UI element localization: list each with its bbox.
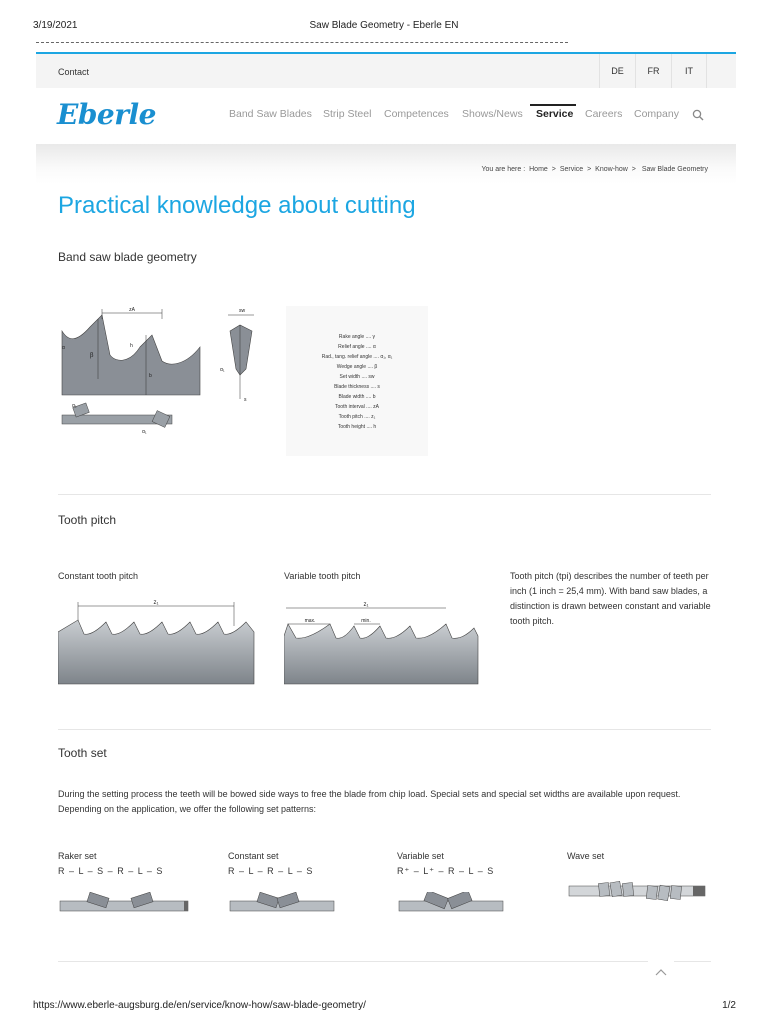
- legend-item: Relief angle .... α: [338, 344, 376, 350]
- breadcrumb-current: Saw Blade Geometry: [641, 166, 708, 173]
- blade-geometry-diagram: [58, 305, 208, 435]
- nav-item-strip-steel[interactable]: Strip Steel: [323, 108, 372, 120]
- label-alpha1: α₁: [220, 367, 225, 373]
- variable-set-diagram: [397, 892, 507, 918]
- label-alpha1: α₁: [142, 429, 147, 435]
- dashed-divider: [36, 42, 568, 44]
- legend-item: Rake angle .... γ: [338, 334, 376, 340]
- breadcrumb-separator: >: [587, 166, 592, 173]
- geometry-legend: [286, 306, 428, 456]
- label-za: zA: [129, 307, 135, 313]
- page-title: Practical knowledge about cutting: [58, 192, 416, 219]
- main-navbar: [36, 88, 736, 144]
- legend-item: Set width .... sw: [339, 374, 375, 380]
- label-max: max.: [304, 618, 316, 624]
- raker-set-diagram: [58, 892, 192, 918]
- breadcrumb-separator: >: [631, 166, 636, 173]
- tooth-pitch-section-title: Tooth pitch: [58, 513, 117, 527]
- constant-set-pattern: R – L – R – L – S: [228, 866, 314, 876]
- header-shadow: [36, 144, 736, 184]
- constant-pitch-label: Constant tooth pitch: [58, 571, 139, 581]
- print-header: [0, 0, 768, 40]
- label-z1: z₁: [363, 602, 369, 608]
- geometry-section-title: Band saw blade geometry: [58, 250, 197, 264]
- variable-pitch-label: Variable tooth pitch: [284, 571, 361, 581]
- set-width-diagram: [218, 305, 264, 405]
- print-url: https://www.eberle-augsburg.de/en/service/know-how/saw-blade-geometry/: [33, 1000, 366, 1011]
- breadcrumb-separator: >: [551, 166, 556, 173]
- top-utility-bar: [36, 54, 736, 88]
- variable-set-pattern: R⁺ – L⁺ – R – L – S: [397, 866, 495, 876]
- label-sw: sw: [239, 308, 246, 314]
- eberle-logo[interactable]: Eberle: [57, 98, 156, 131]
- constant-set-label: Constant set: [228, 851, 279, 861]
- breadcrumb-know-how[interactable]: Know-how: [595, 166, 628, 173]
- print-date: 3/19/2021: [33, 20, 78, 31]
- label-beta: β: [90, 352, 94, 359]
- contact-link[interactable]: Contact: [58, 67, 90, 77]
- search-icon[interactable]: [692, 109, 704, 121]
- tooth-set-description: During the setting process the teeth will be bowed side ways to free the blade from chip load. Special sets and special set widths are available upon request. Depending on the application, we offer the following set patterns:: [58, 789, 681, 814]
- label-min: min.: [361, 618, 371, 624]
- print-footer: [0, 990, 768, 1024]
- wave-set-diagram: [567, 880, 709, 902]
- nav-item-careers[interactable]: Careers: [585, 108, 623, 120]
- legend-item: Tooth height .... h: [337, 424, 377, 430]
- print-title: Saw Blade Geometry - Eberle EN: [309, 20, 459, 31]
- nav-active-indicator: [530, 104, 576, 106]
- section-divider: [58, 961, 711, 962]
- breadcrumb: [479, 166, 710, 173]
- nav-item-service[interactable]: Service: [536, 108, 574, 120]
- legend-item: Wedge angle .... β: [336, 364, 378, 370]
- legend-item: Tooth pitch .... z₁: [338, 414, 376, 420]
- breadcrumb-prefix: You are here :: [481, 166, 526, 173]
- breadcrumb-home[interactable]: Home: [529, 166, 548, 173]
- language-fr-link[interactable]: FR: [635, 54, 671, 88]
- tooth-pitch-description: Tooth pitch (tpi) describes the number of teeth per inch (1 inch = 25,4 mm). With band saw blades, a distinction is drawn between constant and variable tooth pitch.: [510, 571, 711, 626]
- section-divider: [58, 494, 711, 495]
- nav-item-company[interactable]: Company: [634, 108, 679, 120]
- legend-item: Blade width .... b: [338, 394, 376, 400]
- section-divider: [58, 729, 711, 730]
- tooth-set-section-title: Tooth set: [58, 746, 107, 760]
- label-z1: z₁: [153, 600, 159, 606]
- raker-set-label: Raker set: [58, 851, 97, 861]
- label-h: h: [130, 343, 133, 349]
- legend-item: Tooth interval .... zA: [335, 404, 379, 410]
- nav-item-shows-news[interactable]: Shows/News: [462, 108, 523, 120]
- nav-item-band-saw-blades[interactable]: Band Saw Blades: [229, 108, 312, 120]
- legend-item: Blade thickness .... s: [334, 384, 380, 390]
- constant-set-diagram: [228, 892, 338, 918]
- breadcrumb-service[interactable]: Service: [559, 166, 584, 173]
- variable-pitch-diagram: [284, 596, 480, 688]
- language-de-link[interactable]: DE: [599, 54, 635, 88]
- variable-set-label: Variable set: [397, 851, 444, 861]
- raker-set-pattern: R – L – S – R – L – S: [58, 866, 164, 876]
- label-b: b: [149, 373, 152, 379]
- wave-set-label: Wave set: [567, 851, 605, 861]
- legend-item: Rad., tang. relief angle .... α₁, α₁: [321, 354, 393, 360]
- nav-item-competences[interactable]: Competences: [384, 108, 449, 120]
- constant-pitch-diagram: [58, 596, 256, 688]
- language-it-link[interactable]: IT: [671, 54, 707, 88]
- label-alpha1: α₁: [72, 403, 77, 409]
- scroll-to-top-button[interactable]: [648, 960, 674, 986]
- label-s: s: [244, 397, 247, 403]
- print-page-number: 1/2: [722, 1000, 736, 1011]
- label-alpha: α: [62, 345, 65, 351]
